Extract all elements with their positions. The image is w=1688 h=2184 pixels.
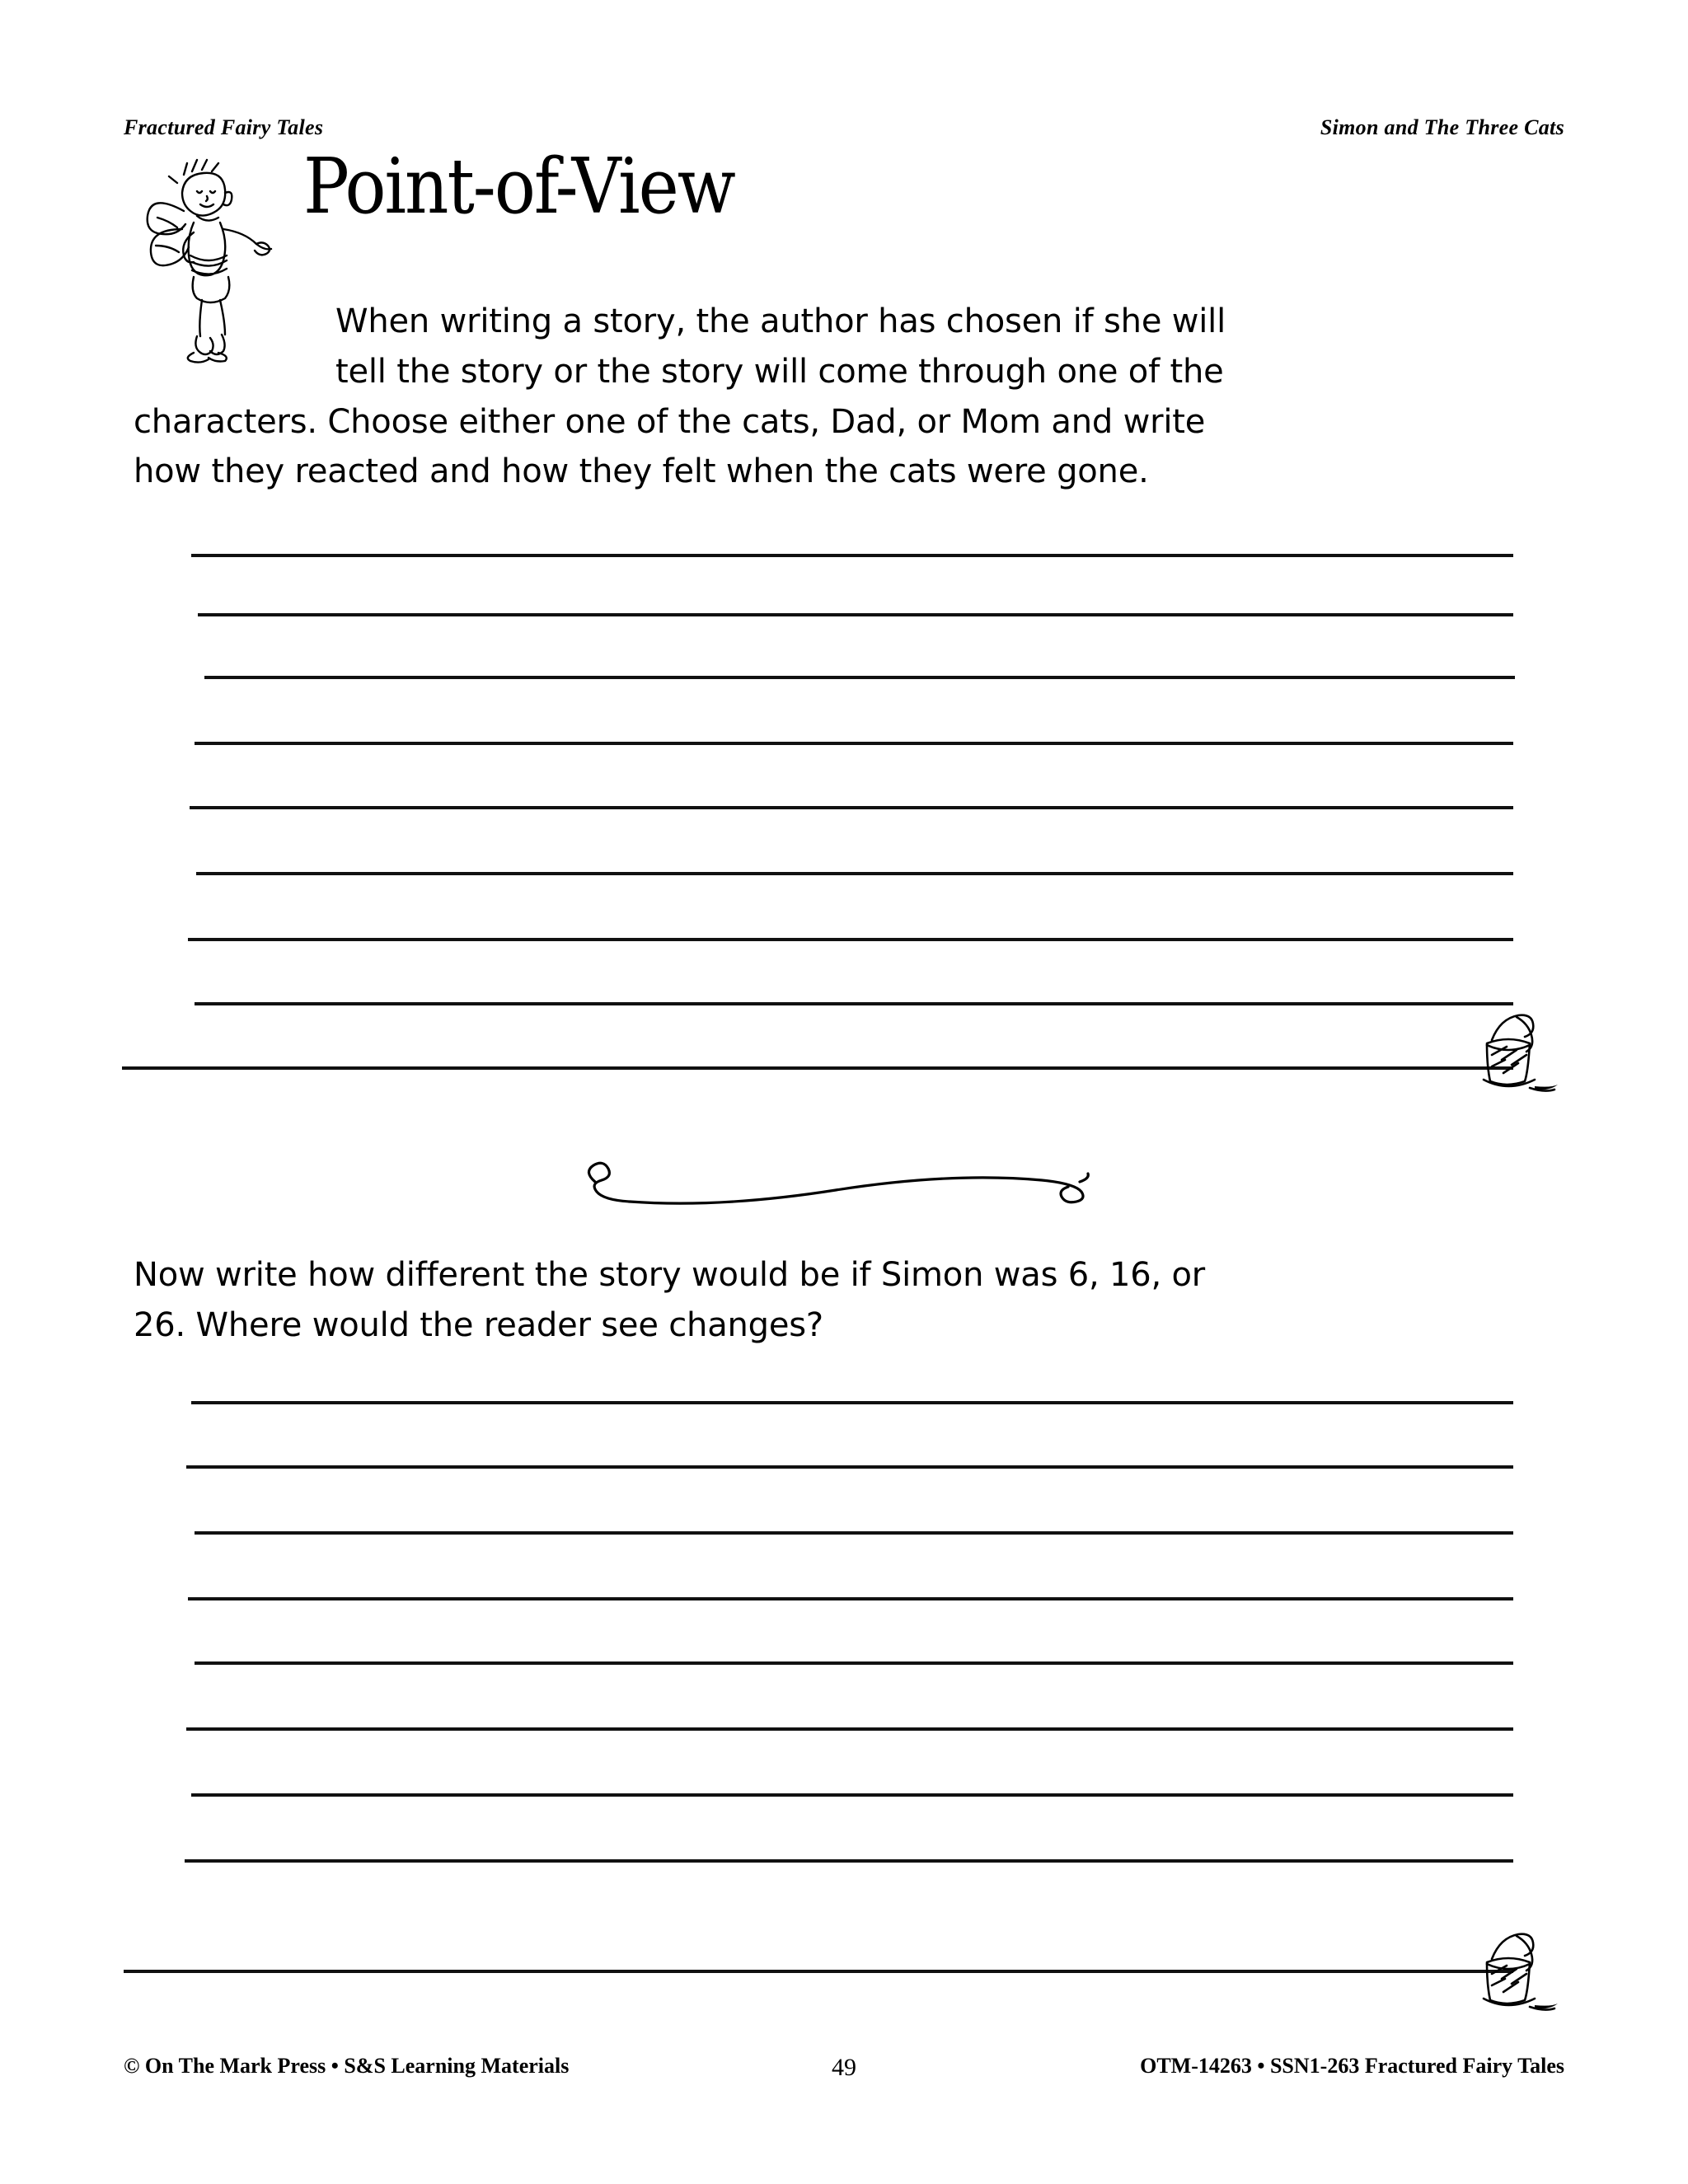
writing-line[interactable] xyxy=(191,1401,1513,1404)
page-number: 49 xyxy=(832,2054,856,2081)
answer-area-2[interactable] xyxy=(0,1393,1688,1970)
writing-line[interactable] xyxy=(191,554,1513,557)
drum-icon xyxy=(1459,1916,1566,2023)
instructions-line-1: When writing a story, the author has chosen if she will xyxy=(335,302,1226,340)
writing-line[interactable] xyxy=(204,676,1515,679)
prompt-2-line-2: 26. Where would the reader see changes? xyxy=(134,1305,823,1344)
writing-line[interactable] xyxy=(191,1793,1513,1797)
prompt-2-text xyxy=(134,1250,1502,1351)
writing-line[interactable] xyxy=(186,1465,1513,1469)
writing-line[interactable] xyxy=(124,1970,1513,1973)
header-series-title: Fractured Fairy Tales xyxy=(124,115,324,139)
writing-line[interactable] xyxy=(195,1002,1513,1005)
writing-line[interactable] xyxy=(195,1531,1513,1535)
header-story-title: Simon and The Three Cats xyxy=(1320,115,1564,139)
writing-line[interactable] xyxy=(190,806,1513,809)
drum-icon xyxy=(1459,997,1566,1104)
footer-product-code: OTM-14263 • SSN1-263 Fractured Fairy Tales xyxy=(1140,2054,1564,2078)
writing-line[interactable] xyxy=(185,1859,1513,1863)
writing-line[interactable] xyxy=(196,872,1513,875)
writing-line[interactable] xyxy=(188,938,1513,941)
writing-line[interactable] xyxy=(186,1727,1513,1731)
answer-area-1[interactable] xyxy=(0,544,1688,1096)
instructions-line-4: how they reacted and how they felt when the cats were gone. xyxy=(134,452,1149,491)
instructions-line-3: characters. Choose either one of the cats, Dad, or Mom and write xyxy=(134,402,1206,441)
writing-line[interactable] xyxy=(195,742,1513,745)
prompt-2-line-1: Now write how different the story would be if Simon was 6, 16, or xyxy=(134,1256,1206,1294)
instructions-line-2: tell the story or the story will come through one of the xyxy=(335,352,1224,391)
footer-copyright: © On The Mark Press • S&S Learning Materials xyxy=(124,2054,570,2078)
writing-line[interactable] xyxy=(198,613,1513,616)
writing-line[interactable] xyxy=(195,1661,1513,1665)
instructions-text xyxy=(134,297,1481,497)
writing-line[interactable] xyxy=(122,1066,1513,1070)
decorative-flourish-icon xyxy=(577,1146,1137,1212)
page-title: Point-of-View xyxy=(303,142,734,232)
writing-line[interactable] xyxy=(188,1597,1513,1601)
